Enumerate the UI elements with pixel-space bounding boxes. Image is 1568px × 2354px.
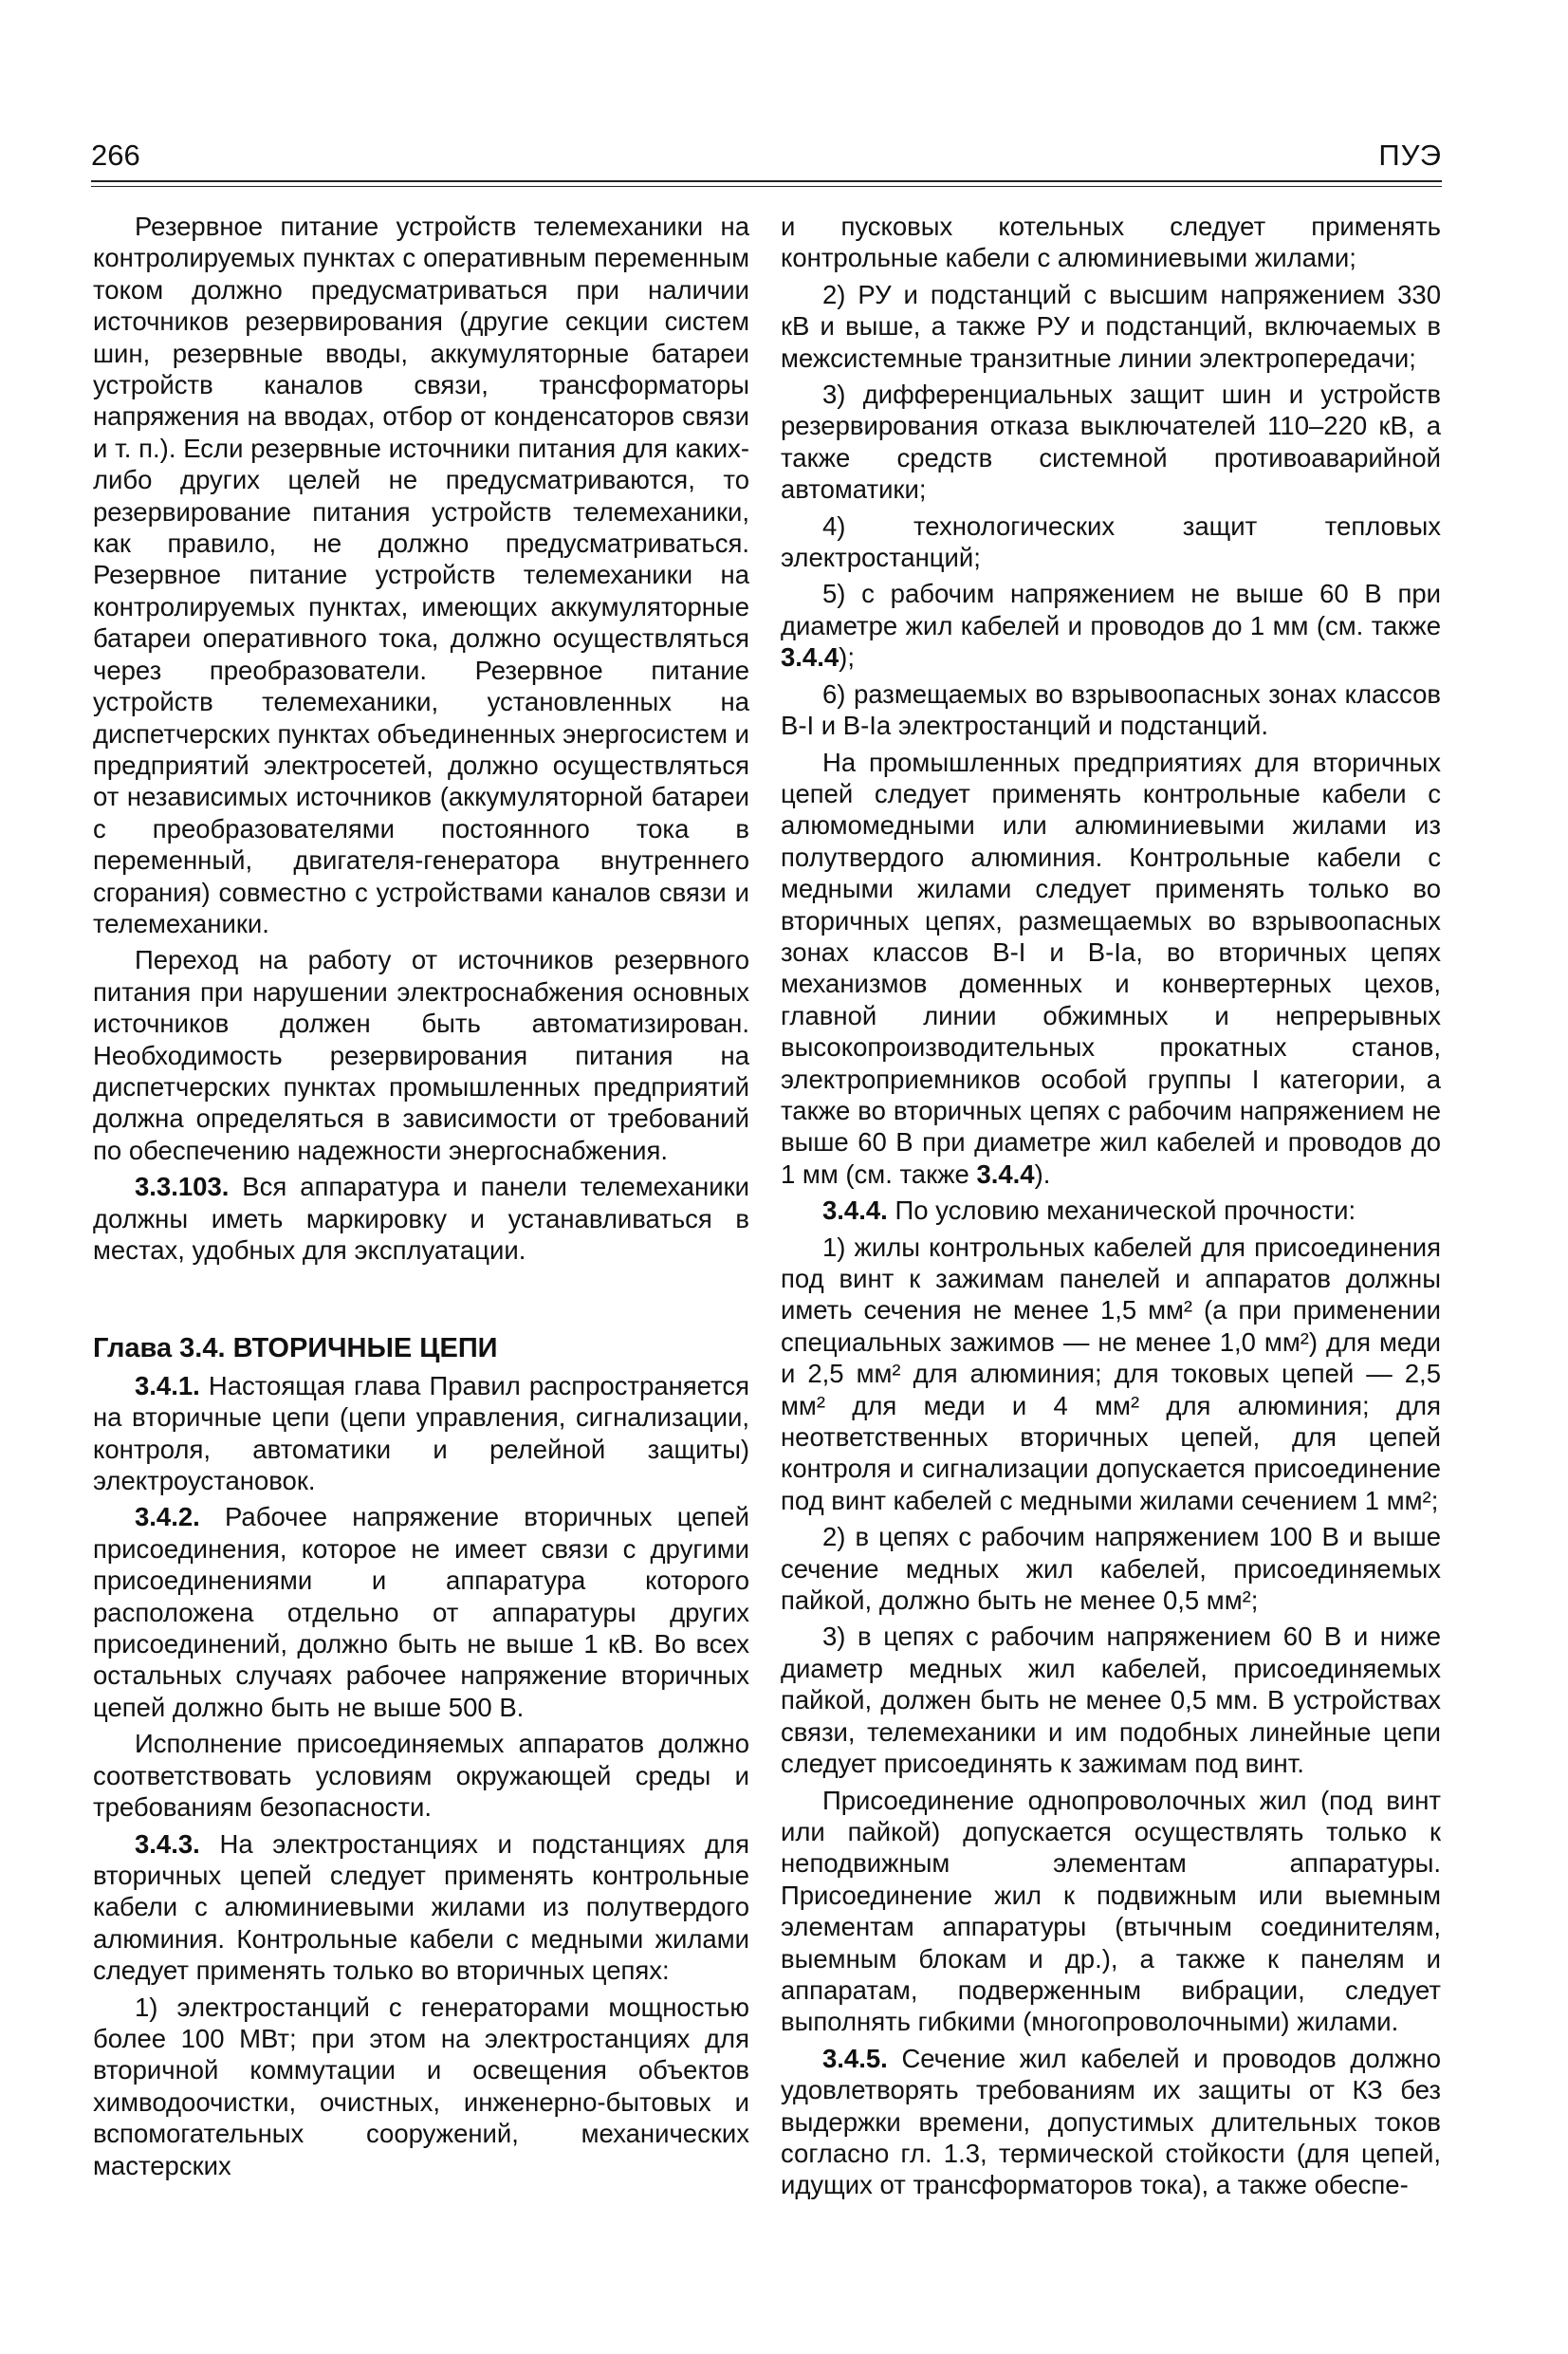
paragraph: [781, 747, 1441, 1191]
paragraph: Резервное питание устройств телемеханики на контролируемых пунктах с оперативным переменным током должно предусматриваться при наличии источников резервирования (другие секции систем шин, резервные вводы, аккумуляторные батареи устройств каналов связи, трансформаторы напряжения на вводах, отбор от конденсаторов связи и т. п.). Если резервные источники питания для каких-либо других целей не предусматриваются, то резервирование питания устройств телемеханики, как правило, не должно предусматриваться. Резервное питание устройств телемеханики на контролируемых пунктах, имеющих аккумуляторные батареи оперативного тока, должно осуществляться через преобразователи. Резервное питание устройств телемеханики, установленных на диспетчерских пунктах объединенных энергосистем и предприятий электросетей, должно осуществляться от независимых источников (аккумуляторной батареи с преобразователями постоянного тока в переменный, двигателя-генератора внутреннего сгорания) совместно с устройствами каналов связи и телемеханики.: [93, 212, 749, 938]
paragraph: Переход на работу от источников резервного питания при нарушении электроснабжения основных источников должен быть автоматизирован. Необходимость резервирования питания на диспетчерских пунктах промышленных предприятий должна определяться в зависимости от требований по обеспечению надежности энергоснабжения.: [93, 945, 749, 1165]
page-number: 266: [91, 139, 140, 172]
paragraph-text: 5) с рабочим напряжением не выше 60 В при диаметре жил кабелей и проводов до 1 мм (см. также: [781, 579, 1441, 640]
paragraph-text: Рабочее напряжение вторичных цепей присоединения, которое не имеет связи с другими присоединениями и аппаратура которого расположена отдельно от аппаратуры других присоединений, должно быть не выше 1 кВ. Во всех остальных случаях рабочее напряжение вторичных цепей должно быть не выше 500 В.: [93, 1502, 749, 1722]
paragraph-continued: и пусковых котельных следует применять контрольные кабели с алюминиевыми жилами;: [781, 212, 1441, 273]
clause-number: 3.4.1.: [135, 1370, 200, 1400]
paragraph-text: ).: [1034, 1158, 1051, 1189]
cross-reference: 3.4.4: [976, 1158, 1035, 1189]
paragraph: Присоединение однопроволочных жил (под винт или пайкой) допускается осуществлять только к неподвижным элементам аппаратуры. Присоединение жил к подвижным или выемным элементам аппаратуры (втычным соединителям, выемным блокам и др.), а также к панелям и аппаратам, подверженным вибрации, следует выполнять гибкими (многопроволочными) жилами.: [781, 1785, 1441, 2037]
page-header: [91, 135, 1442, 182]
spacer: [93, 1270, 749, 1333]
list-item: 3) дифференциальных защит шин и устройств резервирования отказа выключателей 110–220 кВ, а также средств системной противоаварийной автоматики;: [781, 380, 1441, 505]
right-column: [781, 211, 1441, 2206]
paragraph-3-4-4: [781, 1195, 1441, 1226]
list-item: [781, 578, 1441, 673]
list-item: 1) жилы контрольных кабелей для присоединения под винт к зажимам панелей и аппаратов должны иметь сечения не менее 1,5 мм² (а при применении специальных зажимов — не менее 1,0 мм²) для меди и 2,5 мм² для алюминия; для токовых цепей — 2,5 мм² для меди и 4 мм² для алюминия; для неответственных вторичных цепей, для цепей контроля и сигнализации допускается присоединение под винт кабелей с медными жилами сечением 1 мм²;: [781, 1232, 1441, 1515]
running-title: ПУЭ: [1378, 139, 1442, 172]
clause-number: 3.4.4.: [822, 1196, 888, 1226]
paragraph-text: );: [839, 642, 855, 673]
paragraph-text: На электростанциях и подстанциях для вторичных цепей следует применять контрольные кабели с алюминиевыми жилами из полутвердого алюминия. Контрольные кабели с медными жилами следует применять только во вторичных цепях:: [93, 1828, 749, 1986]
clause-number: 3.4.3.: [135, 1828, 200, 1859]
chapter-heading: Глава 3.4. ВТОРИЧНЫЕ ЦЕПИ: [93, 1333, 498, 1364]
list-item: 6) размещаемых во взрывоопасных зонах классов В-I и В-Iа электростанций и подстанций.: [781, 678, 1441, 741]
paragraph-text: Вся аппаратура и панели телемеханики должны иметь маркировку и устанавливаться в местах, удобных для эксплуатации.: [93, 1172, 749, 1265]
clause-number: 3.4.5.: [822, 2043, 888, 2073]
list-item: 2) в цепях с рабочим напряжением 100 В и выше сечение медных жил кабелей, присоединяемых пайкой, должно быть не менее 0,5 мм²;: [781, 1522, 1441, 1616]
list-item: 2) РУ и подстанций с высшим напряжением 330 кВ и выше, а также РУ и подстанций, включаемых в межсистемные транзитные линии электропередачи;: [781, 279, 1441, 373]
paragraph-text: Сечение жил кабелей и проводов должно удовлетворять требованиям их защиты от КЗ без выдержки времени, допустимых длительных токов согласно гл. 1.3, термической стойкости (для цепей, идущих от трансформаторов тока), а также обеспе-: [781, 2043, 1441, 2200]
paragraph-3-4-3: [93, 1828, 749, 1987]
clause-number: 3.4.2.: [135, 1502, 200, 1532]
clause-number: 3.3.103.: [135, 1172, 230, 1202]
list-item: 1) электростанций с генераторами мощностью более 100 МВт; при этом на электростанциях для вторичной коммутации и освещения объектов химводоочистки, очистных, инженерно-бытовых и вспомогательных сооружений, механических мастерских: [93, 1992, 749, 2180]
left-column: [93, 211, 749, 2186]
list-item: 4) технологических защит тепловых электростанций;: [781, 510, 1441, 573]
paragraph-text: По условию механической прочности:: [887, 1196, 1356, 1226]
paragraph-3-4-5: [781, 2043, 1441, 2201]
paragraph-text: Настоящая глава Правил распространяется на вторичные цепи (цепи управления, сигнализации, контроля, автоматики и релейной защиты) электроустановок.: [93, 1370, 749, 1496]
paragraph-3-4-2: [93, 1501, 749, 1723]
paragraph-text: На промышленных предприятиях для вторичных цепей следует применять контрольные кабели с алюмомедными или алюминиевыми жилами из полутвердого алюминия. Контрольные кабели с медными жилами следует применять только во вторичных цепях, размещаемых во взрывоопасных зонах классов В-I и В-Iа, во вторичных цепях механизмов доменных и конвертерных цехов, главной линии обжимных и непрерывных высокопроизводительных прокатных станов, электроприемников особой группы I категории, а также во вторичных цепях с рабочим напряжением не выше 60 В при диаметре жил кабелей и проводов до 1 мм (см. также: [781, 747, 1441, 1189]
paragraph-3-3-103: [93, 1171, 749, 1266]
cross-reference: 3.4.4: [781, 642, 839, 673]
paragraph: Исполнение присоединяемых аппаратов должно соответствовать условиям окружающей среды и требованиям безопасности.: [93, 1729, 749, 1823]
paragraph-3-4-1: [93, 1370, 749, 1497]
list-item: 3) в цепях с рабочим напряжением 60 В и ниже диаметр медных жил кабелей, присоединяемых пайкой, должен быть не менее 0,5 мм. В устройствах связи, телемеханики и им подобных линейные цепи следует присоединять к зажимам под винт.: [781, 1622, 1441, 1779]
